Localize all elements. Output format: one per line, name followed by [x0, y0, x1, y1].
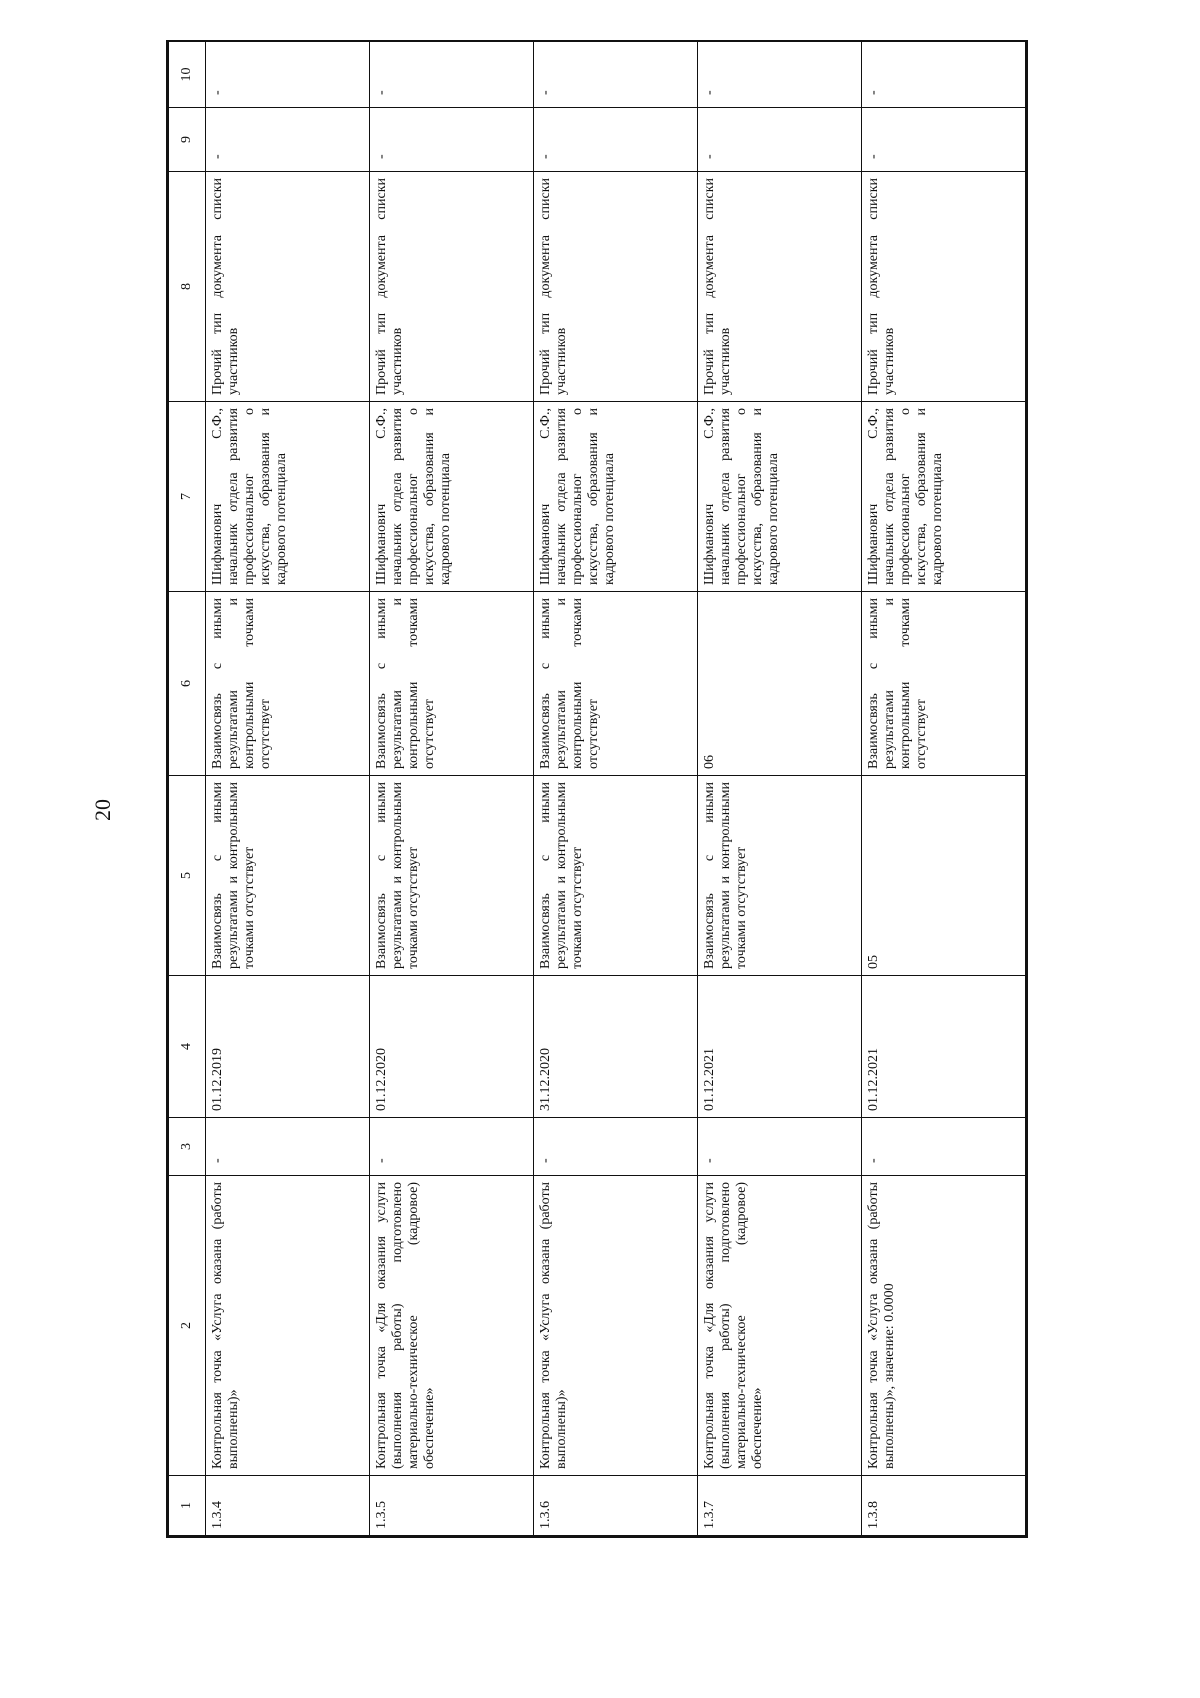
responsible-person: Шифманович С.Ф., начальник отдела развития профессиональног о искусства, образования и кадрового потенциала [370, 402, 534, 592]
responsible-person: Шифманович С.Ф., начальник отдела развития профессиональног о искусства, образования и кадрового потенциала [862, 402, 1026, 592]
rotated-table-container [166, 40, 1028, 1538]
cell-col-9: - [206, 108, 370, 172]
control-point-name: Контрольная точка «Услуга оказана (работы выполнены)», значение: 0.0000 [862, 1176, 1026, 1476]
row-number: 1.3.8 [862, 1476, 1026, 1536]
deadline-date: 01.12.2019 [206, 976, 370, 1118]
successors: 06 [698, 592, 862, 776]
control-point-name: Контрольная точка «Услуга оказана (работы выполнены)» [206, 1176, 370, 1476]
header-cell: 8 [169, 172, 206, 402]
deadline-date: 01.12.2021 [862, 976, 1026, 1118]
control-point-name: Контрольная точка «Услуга оказана (работы выполнены)» [534, 1176, 698, 1476]
deadline-date: 01.12.2020 [370, 976, 534, 1118]
header-cell: 3 [169, 1118, 206, 1176]
row-number: 1.3.6 [534, 1476, 698, 1536]
row-number: 1.3.7 [698, 1476, 862, 1536]
cell-col-10: - [370, 42, 534, 108]
cell-col-10: - [534, 42, 698, 108]
document-type: Прочий тип документа списки участников [370, 172, 534, 402]
header-cell: 6 [169, 592, 206, 776]
table-row [206, 42, 370, 1536]
predecessors: 05 [862, 776, 1026, 976]
header-cell: 4 [169, 976, 206, 1118]
cell-col-9: - [534, 108, 698, 172]
control-point-name: Контрольная точка «Для оказания услуги (выполнения работы) подготовлено материально-техническое (кадровое) обеспечение» [370, 1176, 534, 1476]
control-points-table [168, 41, 1026, 1536]
header-cell: 7 [169, 402, 206, 592]
table-row [862, 42, 1026, 1536]
document-type: Прочий тип документа списки участников [698, 172, 862, 402]
responsible-person: Шифманович С.Ф., начальник отдела развития профессиональног о искусства, образования и кадрового потенциала [698, 402, 862, 592]
cell-col-3: - [534, 1118, 698, 1176]
table-row [698, 42, 862, 1536]
predecessors: Взаимосвязь с иными результатами и контрольными точками отсутствует [206, 776, 370, 976]
responsible-person: Шифманович С.Ф., начальник отдела развития профессиональног о искусства, образования и кадрового потенциала [206, 402, 370, 592]
deadline-date: 01.12.2021 [698, 976, 862, 1118]
cell-col-3: - [370, 1118, 534, 1176]
control-point-name: Контрольная точка «Для оказания услуги (выполнения работы) подготовлено материально-техническое (кадровое) обеспечение» [698, 1176, 862, 1476]
cell-col-9: - [698, 108, 862, 172]
cell-col-9: - [862, 108, 1026, 172]
cell-col-9: - [370, 108, 534, 172]
deadline-date: 31.12.2020 [534, 976, 698, 1118]
row-number: 1.3.4 [206, 1476, 370, 1536]
cell-col-3: - [206, 1118, 370, 1176]
cell-col-10: - [862, 42, 1026, 108]
table-row [370, 42, 534, 1536]
cell-col-3: - [862, 1118, 1026, 1176]
cell-col-10: - [698, 42, 862, 108]
header-cell: 5 [169, 776, 206, 976]
successors: Взаимосвязь с иными результатами и контрольными точками отсутствует [862, 592, 1026, 776]
page-number: 20 [90, 799, 115, 821]
predecessors: Взаимосвязь с иными результатами и контрольными точками отсутствует [534, 776, 698, 976]
successors: Взаимосвязь с иными результатами и контрольными точками отсутствует [534, 592, 698, 776]
row-number: 1.3.5 [370, 1476, 534, 1536]
document-type: Прочий тип документа списки участников [206, 172, 370, 402]
predecessors: Взаимосвязь с иными результатами и контрольными точками отсутствует [698, 776, 862, 976]
header-cell: 1 [169, 1476, 206, 1536]
predecessors: Взаимосвязь с иными результатами и контрольными точками отсутствует [370, 776, 534, 976]
header-row [169, 42, 206, 1536]
table-row [534, 42, 698, 1536]
document-type: Прочий тип документа списки участников [862, 172, 1026, 402]
header-cell: 2 [169, 1176, 206, 1476]
cell-col-3: - [698, 1118, 862, 1176]
header-cell: 10 [169, 42, 206, 108]
rotated-table [168, 42, 1026, 1536]
header-cell: 9 [169, 108, 206, 172]
cell-col-10: - [206, 42, 370, 108]
document-type: Прочий тип документа списки участников [534, 172, 698, 402]
successors: Взаимосвязь с иными результатами и контрольными точками отсутствует [370, 592, 534, 776]
responsible-person: Шифманович С.Ф., начальник отдела развития профессиональног о искусства, образования и кадрового потенциала [534, 402, 698, 592]
successors: Взаимосвязь с иными результатами и контрольными точками отсутствует [206, 592, 370, 776]
